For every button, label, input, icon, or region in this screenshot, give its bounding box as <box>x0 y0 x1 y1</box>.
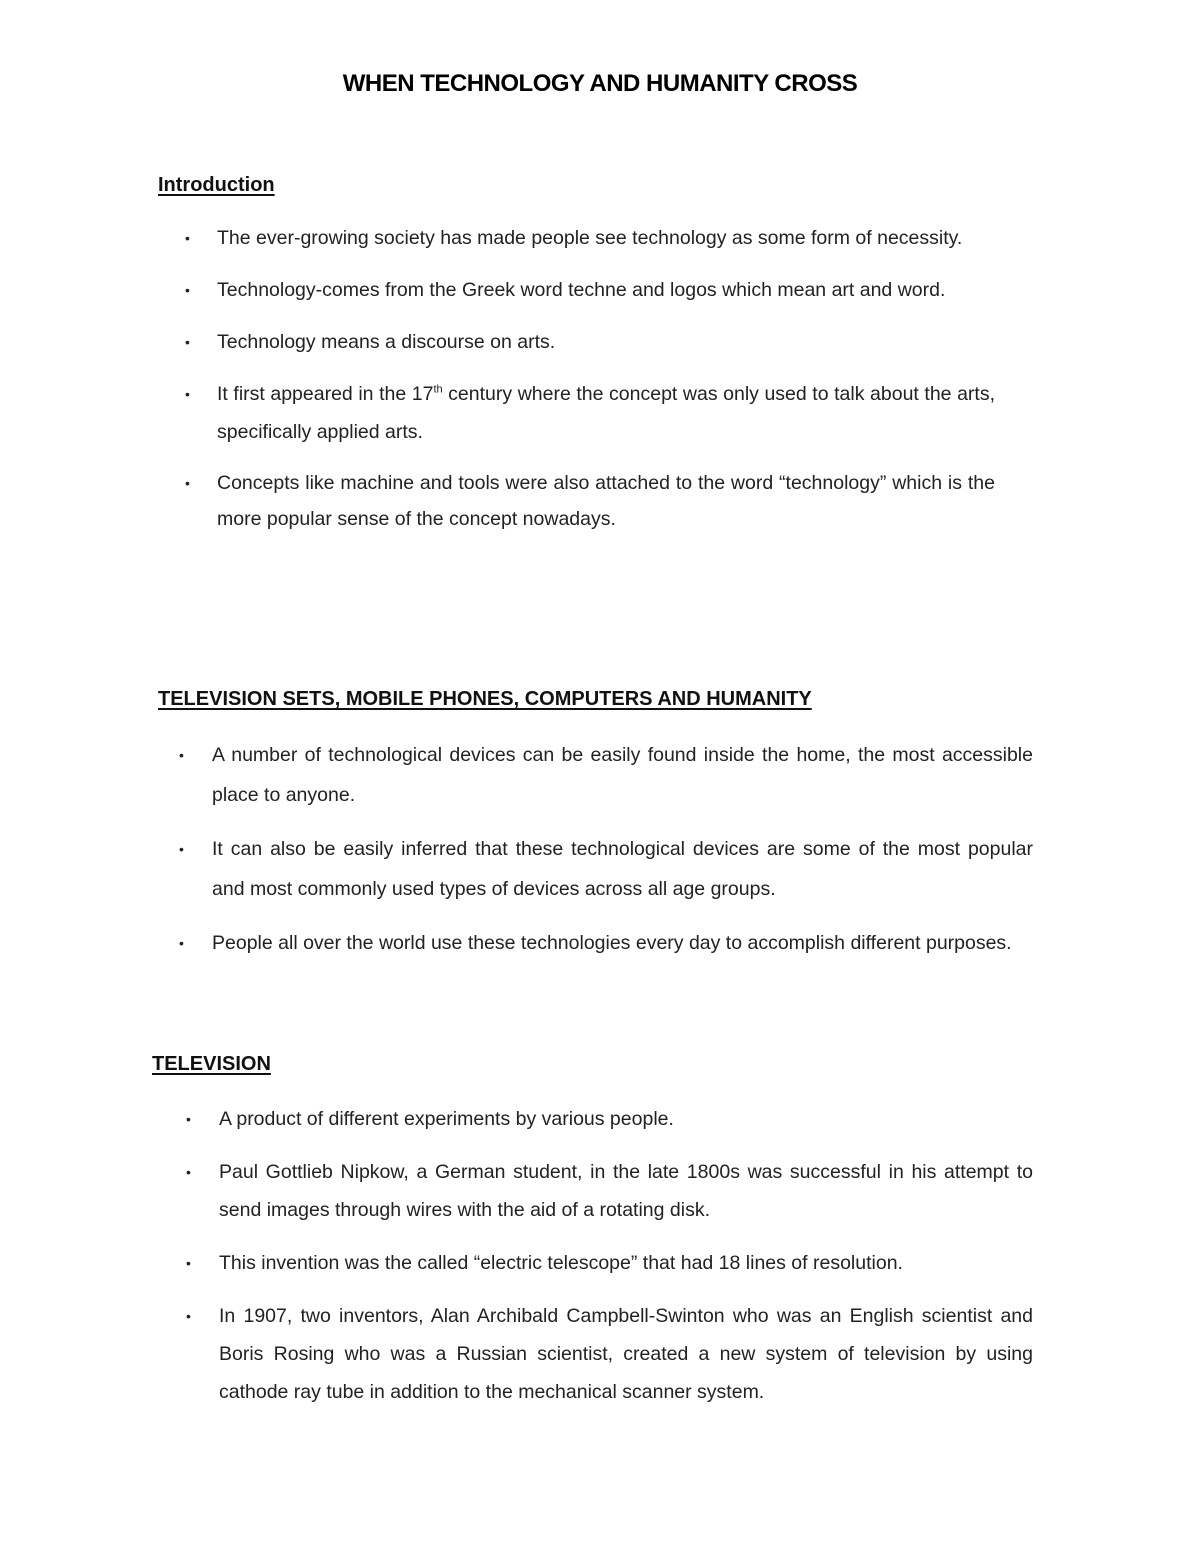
list-item <box>186 1153 1033 1229</box>
list-item-text: It first appeared in the 17 <box>217 383 434 405</box>
list-item <box>186 1244 1033 1282</box>
list-item-text: Paul Gottlieb Nipkow, a German student, in the late 1800s was successful in his attempt to send images through wires with the aid of a rotating disk. <box>219 1161 1033 1221</box>
list-item <box>185 323 995 361</box>
list-item-text: People all over the world use these technologies every day to accomplish different purposes. <box>212 932 1012 954</box>
list-item-text: Technology means a discourse on arts. <box>217 331 556 353</box>
bullet-icon: • <box>185 282 190 298</box>
television-list <box>186 1100 1033 1411</box>
list-item-text: Concepts like machine and tools were also attached to the word “technology” which is the more popular sense of the concept nowadays. <box>217 472 995 530</box>
list-item-text: Technology-comes from the Greek word techne and logos which mean art and word. <box>217 279 946 301</box>
bullet-icon: • <box>185 475 190 491</box>
list-item-text: In 1907, two inventors, Alan Archibald Campbell-Swinton who was an English scientist and Boris Rosing who was a Russian scientist, created a new system of television by using cathode ray tube in addition to the mechanical scanner system. <box>219 1305 1033 1403</box>
list-item <box>179 735 1033 815</box>
list-item-text: The ever-growing society has made people see technology as some form of necessity. <box>217 227 963 249</box>
list-item <box>185 465 995 537</box>
list-item <box>186 1100 1033 1138</box>
list-item-text: A product of different experiments by various people. <box>219 1108 674 1130</box>
devices-list <box>179 735 1033 963</box>
bullet-icon: • <box>179 747 184 763</box>
superscript: th <box>433 383 443 396</box>
bullet-icon: • <box>185 230 190 246</box>
list-item <box>185 219 995 257</box>
list-item-text: This invention was the called “electric telescope” that had 18 lines of resolution. <box>219 1252 903 1274</box>
list-item-text-continued: century where the concept was only used to talk about the arts, specifically applied arts. <box>217 383 995 443</box>
bullet-icon: • <box>186 1164 191 1180</box>
bullet-icon: • <box>186 1255 191 1271</box>
list-item <box>179 923 1033 963</box>
section-heading-television: TELEVISION <box>152 1053 271 1075</box>
bullet-icon: • <box>186 1308 191 1324</box>
list-item-text: A number of technological devices can be easily found inside the home, the most accessible place to anyone. <box>212 744 1033 806</box>
bullet-icon: • <box>186 1111 191 1127</box>
bullet-icon: • <box>179 841 184 857</box>
list-item-text: It can also be easily inferred that these technological devices are some of the most popular and most commonly used types of devices across all age groups. <box>212 838 1033 900</box>
list-item <box>186 1297 1033 1411</box>
list-item <box>185 375 995 451</box>
list-item <box>179 829 1033 909</box>
document-title: WHEN TECHNOLOGY AND HUMANITY CROSS <box>342 70 858 97</box>
introduction-list <box>185 219 995 537</box>
bullet-icon: • <box>179 935 184 951</box>
section-heading-introduction: Introduction <box>158 174 275 196</box>
list-item <box>185 271 995 309</box>
bullet-icon: • <box>185 334 190 350</box>
section-heading-devices: TELEVISION SETS, MOBILE PHONES, COMPUTERS AND HUMANITY <box>158 688 812 710</box>
bullet-icon: • <box>185 386 190 402</box>
